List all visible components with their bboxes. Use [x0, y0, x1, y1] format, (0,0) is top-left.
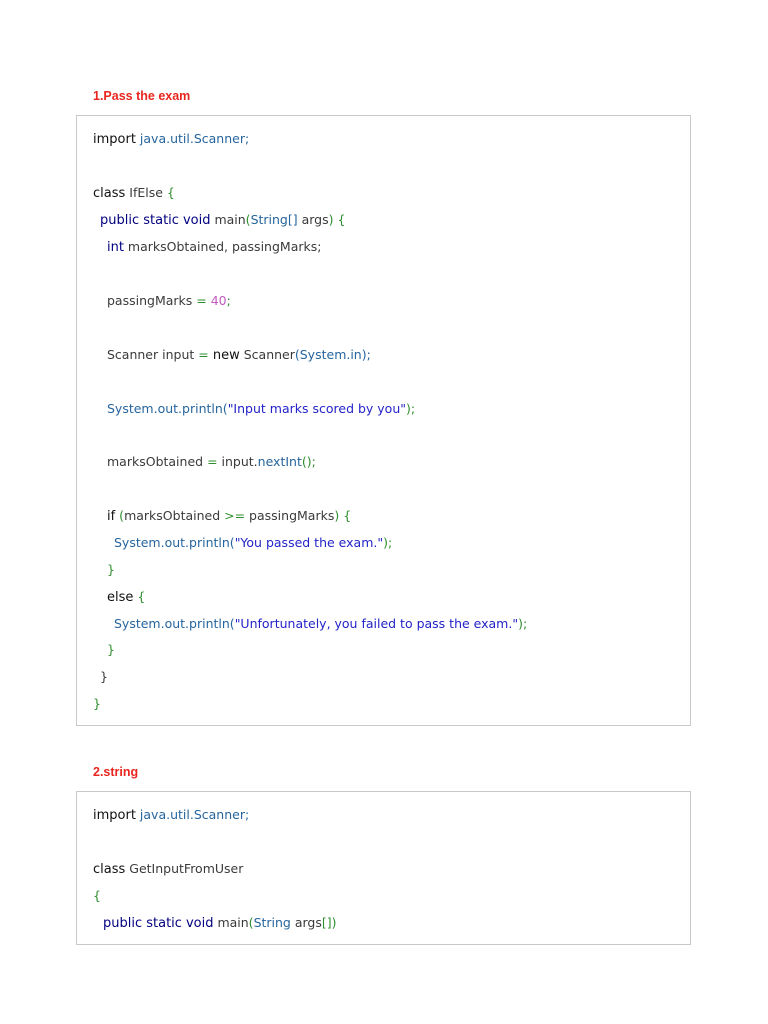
system-in-arg: (System.in);: [294, 347, 371, 362]
println-call: System.out.println(: [114, 535, 235, 550]
keyword-import: import: [93, 808, 136, 823]
class-name: IfElse: [129, 185, 163, 200]
open-brace: {: [93, 888, 101, 903]
modifiers: public static: [100, 213, 179, 228]
semicolon: ;: [244, 807, 250, 822]
keyword-void: void: [185, 916, 214, 931]
paren: (: [245, 212, 251, 227]
code-line-class: [93, 184, 175, 202]
code-line-int-decl: [107, 238, 321, 256]
code-line-close-class: [93, 695, 101, 713]
code-line-open-brace: [93, 887, 101, 905]
close-paren-brace: ) {: [328, 212, 346, 227]
semicolon: ;: [226, 293, 231, 308]
println-call: System.out.println(: [107, 401, 228, 416]
keyword-if: if: [107, 509, 116, 524]
operator-assign: =: [196, 293, 207, 308]
number-40: 40: [206, 293, 227, 308]
param-args: args: [290, 915, 322, 930]
method-next-int: nextInt: [257, 454, 302, 469]
code-line-if: [107, 507, 351, 525]
keyword-new: new: [208, 348, 240, 363]
code-line-close-if: [107, 561, 115, 579]
param-args: args: [297, 212, 329, 227]
variable-passing-marks: passingMarks: [107, 293, 197, 308]
code-line-println-pass: [114, 534, 392, 552]
modifiers: public static: [103, 916, 182, 931]
code-line-class: [93, 860, 243, 878]
keyword-else: else: [107, 590, 134, 605]
code-line-import: [93, 130, 249, 148]
code-line-else: [107, 588, 145, 606]
keyword-class: class: [93, 862, 126, 877]
section-heading-pass-exam: 1.Pass the exam: [93, 89, 191, 103]
keyword-int: int: [107, 240, 124, 255]
variable-marks: marksObtained: [107, 454, 208, 469]
keyword-class: class: [93, 186, 126, 201]
code-line-passing-marks: [107, 292, 231, 310]
method-main: main: [217, 915, 249, 930]
keyword-import: import: [93, 132, 136, 147]
string-literal: "Unfortunately, you failed to pass the exam.": [234, 616, 519, 631]
string-literal: "You passed the exam.": [234, 535, 384, 550]
semicolon: ;: [244, 131, 250, 146]
code-line-main: [103, 914, 337, 932]
condition-right: passingMarks: [245, 508, 335, 523]
code-line-close-else: [107, 641, 115, 659]
close-paren: []): [321, 915, 337, 930]
condition-left: marksObtained: [124, 508, 225, 523]
close-brace: }: [93, 696, 101, 711]
close-paren: );: [383, 535, 393, 550]
class-name: GetInputFromUser: [129, 861, 244, 876]
section-heading-string: 2.string: [93, 765, 139, 779]
code-line-println-prompt: [107, 400, 415, 418]
close-paren-brace: ) {: [334, 508, 352, 523]
code-line-scanner: [107, 346, 371, 364]
type-string-array: String[]: [250, 212, 298, 227]
close-paren: );: [518, 616, 528, 631]
close-brace: }: [107, 642, 115, 657]
input-ref: input.: [217, 454, 258, 469]
close-paren: );: [406, 401, 416, 416]
open-paren: (: [115, 508, 125, 523]
package-name: java.util.Scanner: [139, 807, 245, 822]
close-brace: }: [100, 669, 108, 684]
close-brace: }: [107, 562, 115, 577]
println-call: System.out.println(: [114, 616, 235, 631]
scanner-ctor: Scanner: [239, 347, 295, 362]
operator-assign: =: [198, 347, 209, 362]
package-name: java.util.Scanner: [139, 131, 245, 146]
code-line-main: [100, 211, 345, 229]
call-parens: ();: [301, 454, 316, 469]
scanner-decl: Scanner input: [107, 347, 199, 362]
keyword-void: void: [182, 213, 211, 228]
code-line-close-main: [100, 668, 108, 686]
open-brace: {: [166, 185, 175, 200]
operator-assign: =: [207, 454, 218, 469]
code-block-string: [76, 791, 691, 945]
paren: (: [248, 915, 254, 930]
code-line-println-fail: [114, 615, 527, 633]
method-main: main: [214, 212, 246, 227]
code-block-pass-exam: [76, 115, 691, 726]
operator-gte: >=: [224, 508, 246, 523]
string-literal: "Input marks scored by you": [227, 401, 406, 416]
code-line-next-int: [107, 453, 316, 471]
code-line-import: [93, 806, 249, 824]
type-string: String: [253, 915, 291, 930]
variable-decl: marksObtained, passingMarks;: [123, 239, 322, 254]
open-brace: {: [133, 589, 146, 604]
